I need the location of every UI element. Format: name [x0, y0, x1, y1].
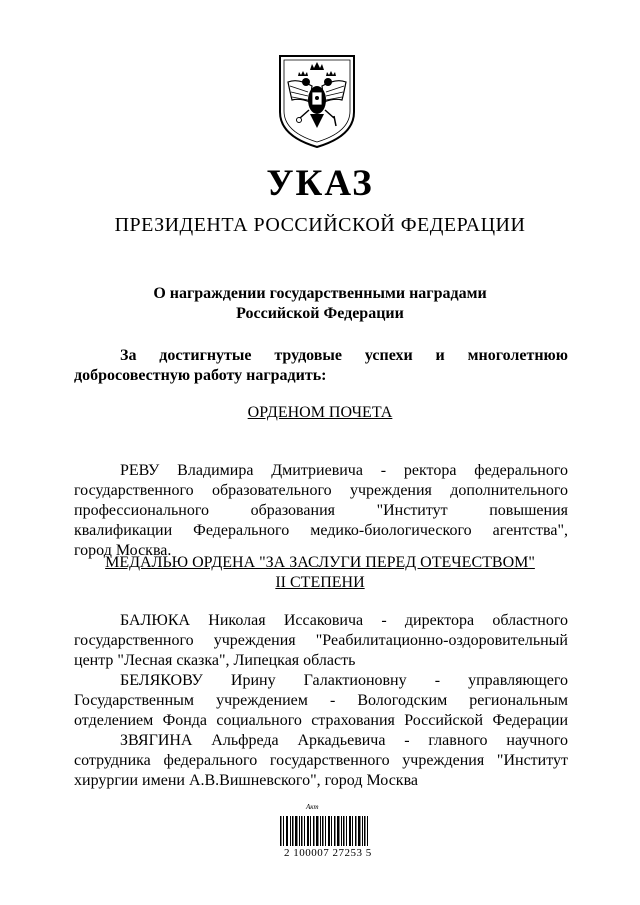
paragraph-line: хирургии имени А.В.Вишневского", город Москва [74, 772, 419, 789]
paragraph-line: профессионального образования "Институт повышения [74, 502, 568, 519]
document-heading [0, 284, 640, 324]
paragraph-line: БАЛЮКА Николая Иссаковича - директора областного [120, 612, 568, 629]
paragraph-line: РЕВУ Владимира Дмитриевича - ректора федерального [120, 462, 568, 479]
paragraph-line: отделением Фонда социального страхования Российской Федерации [74, 712, 568, 729]
barcode-icon [280, 810, 370, 850]
section-title-line: II СТЕПЕНИ [275, 574, 365, 591]
paragraph-line: государственного учреждения "Реабилитационно-оздоровительный [74, 632, 568, 649]
document-subtitle: ПРЕЗИДЕНТА РОССИЙСКОЙ ФЕДЕРАЦИИ [114, 214, 526, 236]
intro-line: добросовестную работу наградить: [74, 367, 327, 384]
paragraph-line: сотрудника федерального государственного учреждения "Институт [74, 752, 568, 769]
document-title: УКАЗ [266, 163, 374, 204]
paragraph-line: квалификации Федерального медико-биологического агентства", [74, 522, 568, 539]
barcode-number: 2 100007 27253 5 [284, 847, 372, 859]
paragraph-line: БЕЛЯКОВУ Ирину Галактионовну - управляющего [120, 672, 568, 689]
paragraph-line: государственного образовательного учреждения дополнительного [74, 482, 568, 499]
paragraph-line: центр "Лесная сказка", Липецкая область [74, 652, 356, 669]
heading-line: Российской Федерации [236, 305, 404, 322]
award-paragraph-medal [74, 611, 568, 791]
state-emblem-icon [276, 52, 358, 150]
intro-line: За достигнутые трудовые успехи и многолетнюю [120, 347, 568, 364]
paragraph-line: ЗВЯГИНА Альфреда Аркадьевича - главного научного [120, 732, 568, 749]
barcode-tag: Акт [306, 803, 319, 811]
section-title-medal [0, 553, 640, 593]
section-title-line: МЕДАЛЬЮ ОРДЕНА "ЗА ЗАСЛУГИ ПЕРЕД ОТЕЧЕСТВОМ" [105, 554, 535, 571]
paragraph-line: город Москва. [74, 542, 172, 559]
section-title-line: ОРДЕНОМ ПОЧЕТА [247, 404, 393, 421]
heading-line: О награждении государственными наградами [153, 285, 487, 302]
award-paragraph-order [74, 461, 568, 561]
section-title-order [0, 403, 640, 423]
paragraph-line: Государственным учреждением - Вологодским региональным [74, 692, 568, 709]
intro-paragraph [74, 346, 568, 386]
